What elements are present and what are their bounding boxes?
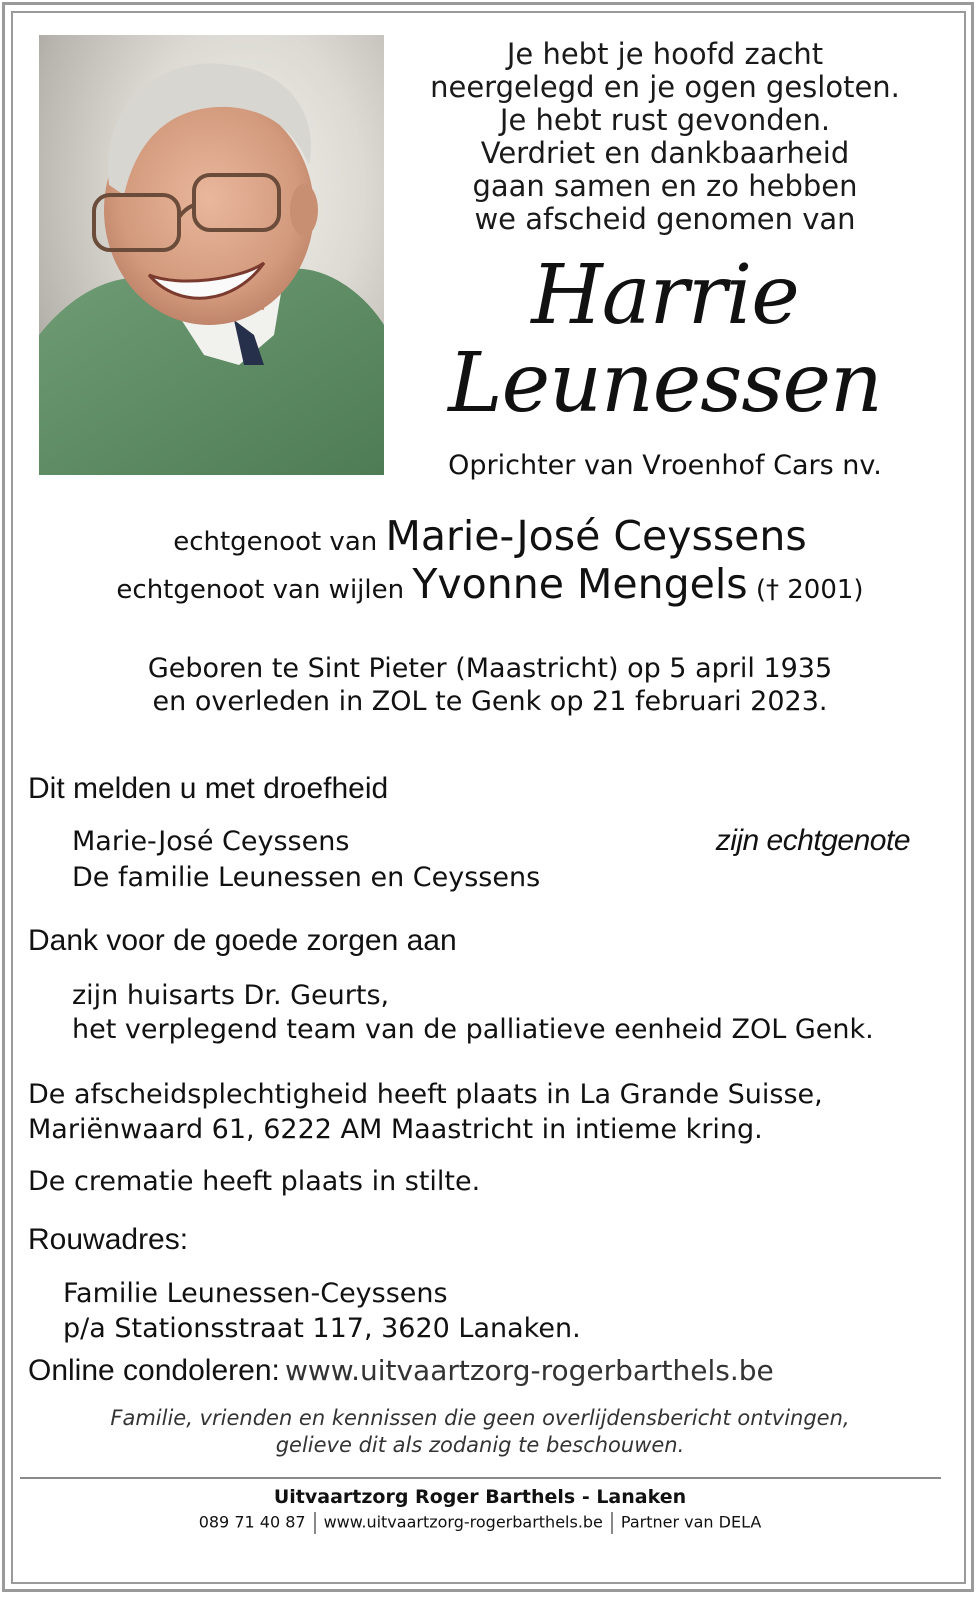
- online-condolence: [28, 1354, 774, 1388]
- poem-line: we afscheid genomen van: [474, 202, 856, 236]
- portrait-illustration: [39, 35, 384, 475]
- footer-separator: [314, 1512, 316, 1534]
- poem-line: gaan samen en zo hebben: [472, 169, 858, 203]
- poem: [410, 38, 920, 236]
- footer-separator: [611, 1512, 613, 1534]
- footer-divider: [20, 1477, 941, 1479]
- late-spouse-line: [0, 560, 980, 608]
- notice-note: [0, 1405, 960, 1459]
- poem-line: Verdriet en dankbaarheid: [480, 136, 850, 170]
- thanks-line: het verplegend team van de palliatieve eenheid ZOL Genk.: [72, 1014, 874, 1045]
- mourning-address-line: Familie Leunessen-Ceyssens: [63, 1278, 448, 1309]
- late-spouse-prefix: echtgenoot van wijlen: [116, 575, 405, 605]
- first-name: Harrie: [531, 248, 799, 343]
- online-condolence-link[interactable]: www.uitvaartzorg-rogerbarthels.be: [284, 1354, 774, 1387]
- announced-heading: Dit melden u met droefheid: [28, 772, 389, 805]
- funeral-company: Uitvaartzorg Roger Barthels - Lanaken: [273, 1486, 687, 1508]
- current-spouse-name: Marie-José Ceyssens: [385, 512, 807, 560]
- poem-line: Je hebt rust gevonden.: [499, 103, 831, 137]
- current-spouse-prefix: echtgenoot van: [173, 527, 378, 557]
- thanks-heading: Dank voor de goede zorgen aan: [28, 924, 457, 957]
- portrait-photo: [39, 35, 384, 475]
- online-condolence-label: Online condoleren:: [28, 1354, 280, 1387]
- death-line: en overleden in ZOL te Genk op 21 februari 2023.: [152, 686, 828, 717]
- deceased-title: Oprichter van Vroenhof Cars nv.: [448, 450, 882, 481]
- deceased-name: [410, 248, 920, 431]
- mourning-address-heading: Rouwadres:: [28, 1223, 189, 1256]
- note-line: gelieve dit als zodanig te beschouwen.: [275, 1433, 685, 1457]
- cremation-text: De crematie heeft plaats in stilte.: [28, 1166, 481, 1197]
- footer-contact: [0, 1512, 960, 1534]
- thanks-line: zijn huisarts Dr. Geurts,: [72, 980, 390, 1011]
- last-name: Leunessen: [448, 336, 882, 431]
- poem-line: Je hebt je hoofd zacht: [506, 37, 824, 71]
- poem-line: neergelegd en je ogen gesloten.: [430, 70, 900, 104]
- late-spouse-name: Yvonne Mengels: [412, 560, 748, 608]
- note-line: Familie, vrienden en kennissen die geen overlijdensbericht ontvingen,: [110, 1406, 850, 1430]
- footer-website[interactable]: www.uitvaartzorg-rogerbarthels.be: [323, 1512, 603, 1532]
- footer-phone: 089 71 40 87: [198, 1512, 306, 1532]
- current-spouse-line: [0, 512, 980, 560]
- birth-death-info: [0, 652, 980, 718]
- ceremony-line: De afscheidsplechtigheid heeft plaats in La Grande Suisse,: [28, 1079, 823, 1110]
- late-spouse-death: († 2001): [755, 575, 864, 605]
- ceremony-line: Mariënwaard 61, 6222 AM Maastricht in intieme kring.: [28, 1114, 763, 1145]
- announcer-name: Marie-José Ceyssens: [72, 826, 350, 857]
- mourning-address-line: p/a Stationsstraat 117, 3620 Lanaken.: [63, 1313, 581, 1344]
- relation-label: zijn echtgenote: [715, 824, 910, 857]
- announcer-name: De familie Leunessen en Ceyssens: [72, 862, 541, 893]
- footer-partner: Partner van DELA: [620, 1512, 762, 1532]
- birth-line: Geboren te Sint Pieter (Maastricht) op 5 april 1935: [147, 653, 833, 684]
